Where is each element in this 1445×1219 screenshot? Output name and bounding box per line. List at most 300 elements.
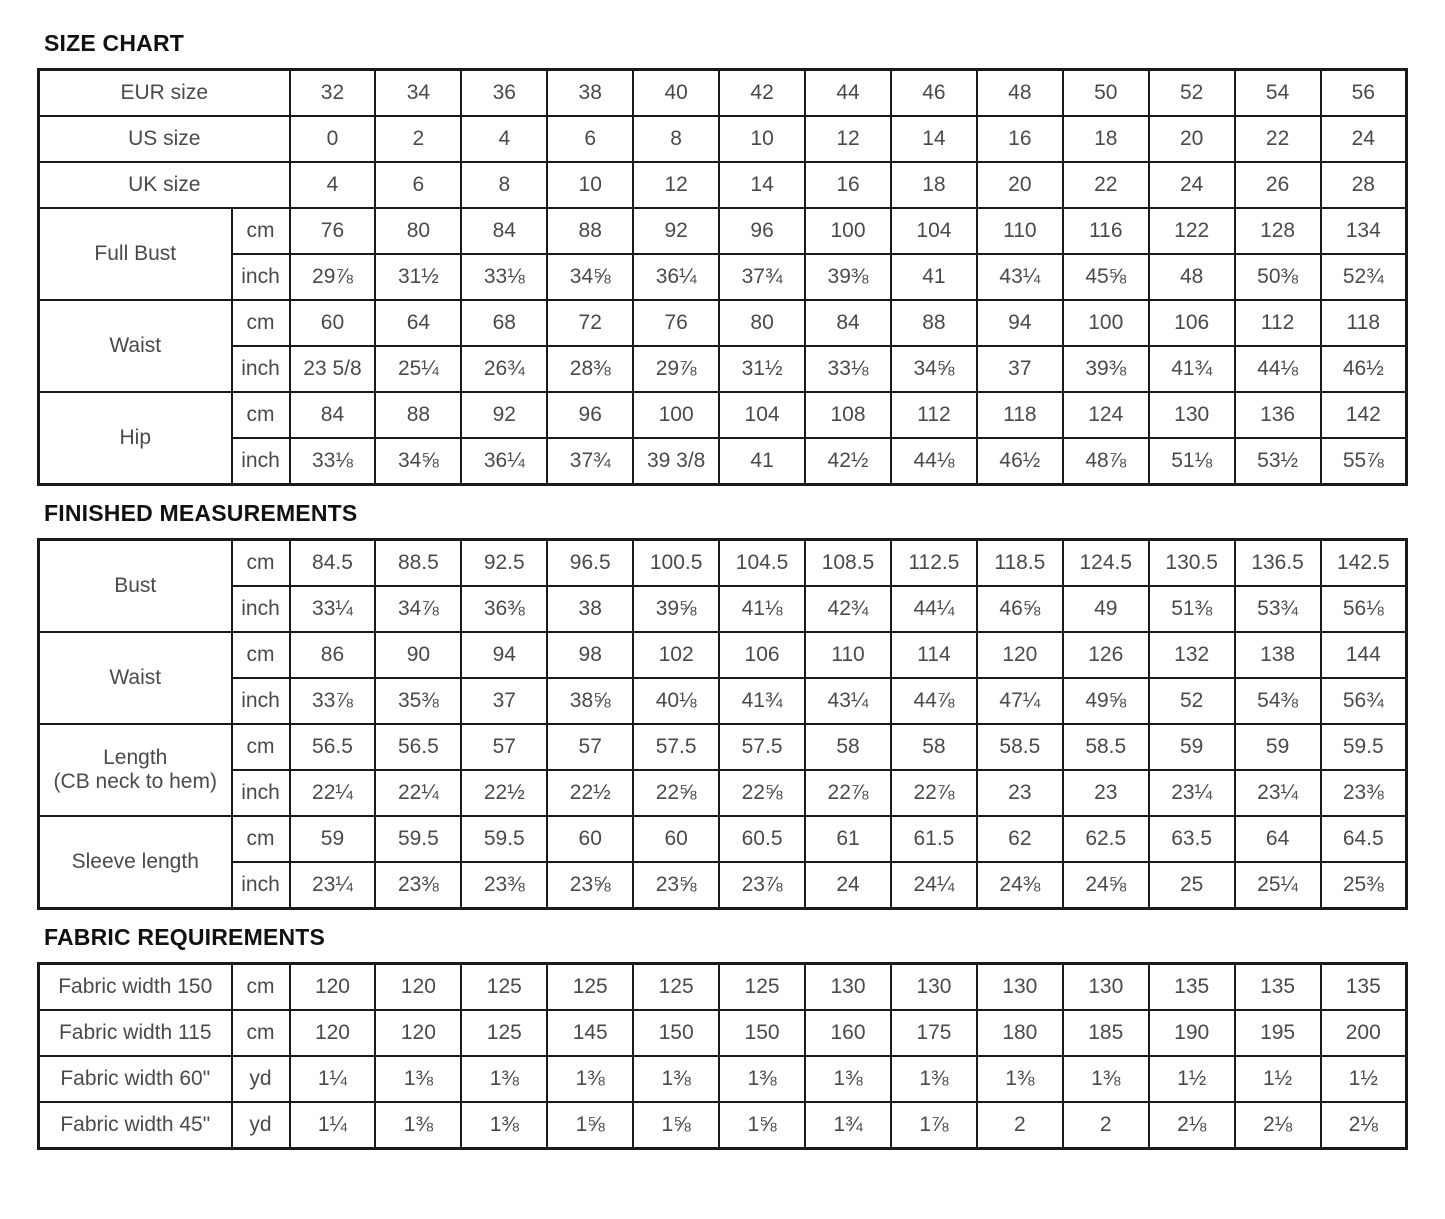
measure-cell: 61 xyxy=(805,816,891,862)
measure-cell: 56.5 xyxy=(375,724,461,770)
measure-cell: 52 xyxy=(1149,678,1235,724)
measure-cell: 44⅞ xyxy=(891,678,977,724)
measure-cell: 88 xyxy=(891,300,977,346)
fabric-row xyxy=(39,1010,1407,1056)
measure-cell: 108.5 xyxy=(805,540,891,587)
size-chart-table xyxy=(37,68,1408,486)
fabric-cell: 1½ xyxy=(1321,1056,1407,1102)
row-label: Fabric width 60" xyxy=(39,1056,232,1102)
measure-cell: 28⅜ xyxy=(547,346,633,392)
fabric-cell: 1⅝ xyxy=(633,1102,719,1149)
measure-cell: 64 xyxy=(375,300,461,346)
fabric-cell: 1¾ xyxy=(805,1102,891,1149)
fabric-cell: 120 xyxy=(290,964,376,1011)
row-label-text: Length xyxy=(103,745,168,769)
finished-measurements-body xyxy=(39,540,1407,909)
fabric-cell: 2 xyxy=(1063,1102,1149,1149)
fabric-cell: 195 xyxy=(1235,1010,1321,1056)
size-cell: 10 xyxy=(719,116,805,162)
measure-cell: 39⅜ xyxy=(1063,346,1149,392)
fabric-cell: 130 xyxy=(977,964,1063,1011)
measure-cell: 56.5 xyxy=(290,724,376,770)
row-label-text: Bust xyxy=(114,573,157,597)
finished-measurements-title: FINISHED MEASUREMENTS xyxy=(44,500,358,526)
measure-cell: 29⅞ xyxy=(633,346,719,392)
fabric-cell: 160 xyxy=(805,1010,891,1056)
size-cell: 6 xyxy=(547,116,633,162)
measure-cell: 110 xyxy=(977,208,1063,254)
measure-cell: 59 xyxy=(1149,724,1235,770)
measure-cell: 44¼ xyxy=(891,586,977,632)
measure-row xyxy=(39,438,1407,485)
size-cell: 16 xyxy=(805,162,891,208)
unit-label: inch xyxy=(232,862,290,909)
fabric-cell: 1¼ xyxy=(290,1056,376,1102)
size-cell: 40 xyxy=(633,70,719,117)
measure-cell: 60 xyxy=(290,300,376,346)
row-label xyxy=(39,816,232,909)
measure-cell: 58 xyxy=(891,724,977,770)
measure-cell: 114 xyxy=(891,632,977,678)
measure-cell: 84 xyxy=(461,208,547,254)
measure-cell: 33⅛ xyxy=(805,346,891,392)
measure-cell: 40⅛ xyxy=(633,678,719,724)
measure-cell: 80 xyxy=(375,208,461,254)
size-row xyxy=(39,162,1407,208)
unit-label: inch xyxy=(232,254,290,300)
measure-row xyxy=(39,346,1407,392)
fabric-row xyxy=(39,1102,1407,1149)
row-label-text: Sleeve length xyxy=(71,849,199,873)
measure-cell: 84.5 xyxy=(290,540,376,587)
measure-cell: 59 xyxy=(290,816,376,862)
measure-cell: 23¼ xyxy=(1235,770,1321,816)
unit-label: cm xyxy=(232,392,290,438)
measure-cell: 92 xyxy=(461,392,547,438)
fabric-cell: 2⅛ xyxy=(1149,1102,1235,1149)
measure-cell: 44⅛ xyxy=(1235,346,1321,392)
fabric-cell: 125 xyxy=(633,964,719,1011)
row-label: Fabric width 45" xyxy=(39,1102,232,1149)
measure-cell: 108 xyxy=(805,392,891,438)
measure-cell: 84 xyxy=(290,392,376,438)
fabric-cell: 145 xyxy=(547,1010,633,1056)
fabric-cell: 135 xyxy=(1149,964,1235,1011)
measure-cell: 24 xyxy=(805,862,891,909)
row-label: US size xyxy=(39,116,290,162)
size-cell: 10 xyxy=(547,162,633,208)
measure-cell: 26¾ xyxy=(461,346,547,392)
size-cell: 6 xyxy=(375,162,461,208)
measure-cell: 22⅞ xyxy=(891,770,977,816)
fabric-cell: 1⅞ xyxy=(891,1102,977,1149)
measure-cell: 37¾ xyxy=(719,254,805,300)
row-label-text: Waist xyxy=(109,665,162,689)
measure-cell: 37 xyxy=(461,678,547,724)
measure-cell: 142.5 xyxy=(1321,540,1407,587)
measure-cell: 33⅛ xyxy=(461,254,547,300)
size-cell: 18 xyxy=(891,162,977,208)
fabric-cell: 1¼ xyxy=(290,1102,376,1149)
size-chart-body xyxy=(39,70,1407,485)
measure-cell: 23⅝ xyxy=(633,862,719,909)
measure-cell: 52¾ xyxy=(1321,254,1407,300)
measure-cell: 58.5 xyxy=(977,724,1063,770)
fabric-cell: 1⅜ xyxy=(375,1102,461,1149)
measure-cell: 34⅝ xyxy=(547,254,633,300)
size-cell: 2 xyxy=(375,116,461,162)
measure-cell: 96 xyxy=(547,392,633,438)
measure-cell: 60.5 xyxy=(719,816,805,862)
measure-cell: 58.5 xyxy=(1063,724,1149,770)
fabric-cell: 125 xyxy=(461,964,547,1011)
size-cell: 20 xyxy=(977,162,1063,208)
fabric-cell: 180 xyxy=(977,1010,1063,1056)
row-label: UK size xyxy=(39,162,290,208)
fabric-cell: 1⅜ xyxy=(977,1056,1063,1102)
measure-cell: 22⅞ xyxy=(805,770,891,816)
measure-cell: 92 xyxy=(633,208,719,254)
measure-cell: 57 xyxy=(461,724,547,770)
unit-label: cm xyxy=(232,208,290,254)
measure-cell: 49 xyxy=(1063,586,1149,632)
measure-cell: 98 xyxy=(547,632,633,678)
fabric-cell: 130 xyxy=(1063,964,1149,1011)
measure-cell: 47¼ xyxy=(977,678,1063,724)
measure-cell: 38⅝ xyxy=(547,678,633,724)
fabric-cell: 2⅛ xyxy=(1321,1102,1407,1149)
measure-cell: 88.5 xyxy=(375,540,461,587)
row-label-subtext: (CB neck to hem) xyxy=(53,770,217,793)
measure-cell: 48⅞ xyxy=(1063,438,1149,485)
measure-cell: 136 xyxy=(1235,392,1321,438)
size-cell: 24 xyxy=(1321,116,1407,162)
fabric-cell: 1⅝ xyxy=(547,1102,633,1149)
row-label: EUR size xyxy=(39,70,290,117)
measure-cell: 34⅝ xyxy=(375,438,461,485)
measure-cell: 51⅜ xyxy=(1149,586,1235,632)
measure-cell: 34⅞ xyxy=(375,586,461,632)
measure-cell: 57 xyxy=(547,724,633,770)
measure-cell: 132 xyxy=(1149,632,1235,678)
measure-cell: 57.5 xyxy=(719,724,805,770)
measure-cell: 42¾ xyxy=(805,586,891,632)
measure-cell: 23⅜ xyxy=(461,862,547,909)
fabric-cell: 1½ xyxy=(1149,1056,1235,1102)
measure-cell: 41 xyxy=(719,438,805,485)
row-label: Fabric width 150 xyxy=(39,964,232,1011)
size-cell: 28 xyxy=(1321,162,1407,208)
measure-cell: 118.5 xyxy=(977,540,1063,587)
measure-cell: 76 xyxy=(290,208,376,254)
measure-cell: 55⅞ xyxy=(1321,438,1407,485)
measure-cell: 92.5 xyxy=(461,540,547,587)
size-cell: 54 xyxy=(1235,70,1321,117)
fabric-cell: 120 xyxy=(375,1010,461,1056)
measure-cell: 59.5 xyxy=(461,816,547,862)
measure-cell: 118 xyxy=(1321,300,1407,346)
size-cell: 48 xyxy=(977,70,1063,117)
measure-cell: 23 xyxy=(977,770,1063,816)
measure-cell: 24¼ xyxy=(891,862,977,909)
measure-cell: 50⅜ xyxy=(1235,254,1321,300)
measure-cell: 102 xyxy=(633,632,719,678)
size-cell: 34 xyxy=(375,70,461,117)
measure-cell: 57.5 xyxy=(633,724,719,770)
measure-cell: 25⅜ xyxy=(1321,862,1407,909)
fabric-cell: 125 xyxy=(461,1010,547,1056)
measure-cell: 120 xyxy=(977,632,1063,678)
measure-cell: 41 xyxy=(891,254,977,300)
measure-cell: 128 xyxy=(1235,208,1321,254)
measure-cell: 62.5 xyxy=(1063,816,1149,862)
fabric-cell: 1⅜ xyxy=(891,1056,977,1102)
measure-row xyxy=(39,392,1407,438)
measure-cell: 68 xyxy=(461,300,547,346)
row-label xyxy=(39,540,232,633)
unit-label: inch xyxy=(232,678,290,724)
size-cell: 44 xyxy=(805,70,891,117)
measure-cell: 59.5 xyxy=(375,816,461,862)
measure-cell: 112 xyxy=(891,392,977,438)
fabric-cell: 150 xyxy=(633,1010,719,1056)
measure-cell: 53¾ xyxy=(1235,586,1321,632)
size-cell: 50 xyxy=(1063,70,1149,117)
unit-label: inch xyxy=(232,586,290,632)
measure-cell: 90 xyxy=(375,632,461,678)
size-cell: 38 xyxy=(547,70,633,117)
measure-cell: 94 xyxy=(977,300,1063,346)
fabric-cell: 175 xyxy=(891,1010,977,1056)
fabric-cell: 200 xyxy=(1321,1010,1407,1056)
fabric-cell: 130 xyxy=(891,964,977,1011)
fabric-cell: 135 xyxy=(1235,964,1321,1011)
measure-cell: 63.5 xyxy=(1149,816,1235,862)
measure-cell: 124 xyxy=(1063,392,1149,438)
measure-cell: 116 xyxy=(1063,208,1149,254)
measure-cell: 58 xyxy=(805,724,891,770)
size-chart-title: SIZE CHART xyxy=(44,30,184,56)
measure-cell: 104 xyxy=(891,208,977,254)
measure-cell: 60 xyxy=(633,816,719,862)
measure-row xyxy=(39,862,1407,909)
size-cell: 22 xyxy=(1063,162,1149,208)
size-cell: 8 xyxy=(461,162,547,208)
size-cell: 16 xyxy=(977,116,1063,162)
measure-cell: 22⅝ xyxy=(633,770,719,816)
row-label xyxy=(39,632,232,724)
measure-cell: 76 xyxy=(633,300,719,346)
measure-cell: 44⅛ xyxy=(891,438,977,485)
fabric-cell: 1⅜ xyxy=(461,1056,547,1102)
measure-cell: 35⅜ xyxy=(375,678,461,724)
measure-cell: 24⅜ xyxy=(977,862,1063,909)
measure-cell: 144 xyxy=(1321,632,1407,678)
fabric-requirements-title: FABRIC REQUIREMENTS xyxy=(44,924,326,950)
measure-cell: 41¾ xyxy=(1149,346,1235,392)
fabric-cell: 190 xyxy=(1149,1010,1235,1056)
measure-cell: 23¼ xyxy=(1149,770,1235,816)
size-cell: 18 xyxy=(1063,116,1149,162)
measure-cell: 61.5 xyxy=(891,816,977,862)
measure-cell: 53½ xyxy=(1235,438,1321,485)
measure-row xyxy=(39,254,1407,300)
fabric-cell: 120 xyxy=(290,1010,376,1056)
measure-cell: 36⅜ xyxy=(461,586,547,632)
size-cell: 36 xyxy=(461,70,547,117)
row-label-text: Waist xyxy=(109,333,162,357)
size-cell: 4 xyxy=(290,162,376,208)
measure-cell: 22¼ xyxy=(375,770,461,816)
measure-cell: 54⅜ xyxy=(1235,678,1321,724)
measure-cell: 36¼ xyxy=(633,254,719,300)
measure-cell: 33¼ xyxy=(290,586,376,632)
unit-label: cm xyxy=(232,300,290,346)
measure-cell: 22⅝ xyxy=(719,770,805,816)
measure-cell: 130 xyxy=(1149,392,1235,438)
fabric-cell: 125 xyxy=(719,964,805,1011)
row-label xyxy=(39,724,232,816)
unit-label: cm xyxy=(232,816,290,862)
measure-cell: 31½ xyxy=(719,346,805,392)
measure-cell: 37 xyxy=(977,346,1063,392)
measure-cell: 22¼ xyxy=(290,770,376,816)
unit-label: inch xyxy=(232,438,290,485)
fabric-cell: 2 xyxy=(977,1102,1063,1149)
measure-cell: 43¼ xyxy=(977,254,1063,300)
measure-cell: 25¼ xyxy=(375,346,461,392)
size-cell: 26 xyxy=(1235,162,1321,208)
row-label: Fabric width 115 xyxy=(39,1010,232,1056)
measure-cell: 59 xyxy=(1235,724,1321,770)
measure-cell: 96.5 xyxy=(547,540,633,587)
size-cell: 24 xyxy=(1149,162,1235,208)
fabric-cell: 2⅛ xyxy=(1235,1102,1321,1149)
measure-cell: 88 xyxy=(547,208,633,254)
measure-cell: 112 xyxy=(1235,300,1321,346)
measure-row xyxy=(39,300,1407,346)
fabric-cell: 185 xyxy=(1063,1010,1149,1056)
fabric-cell: 150 xyxy=(719,1010,805,1056)
measure-cell: 72 xyxy=(547,300,633,346)
measure-cell: 31½ xyxy=(375,254,461,300)
measure-cell: 56⅛ xyxy=(1321,586,1407,632)
measure-cell: 130.5 xyxy=(1149,540,1235,587)
size-cell: 20 xyxy=(1149,116,1235,162)
measure-cell: 94 xyxy=(461,632,547,678)
measure-cell: 112.5 xyxy=(891,540,977,587)
size-cell: 22 xyxy=(1235,116,1321,162)
row-label xyxy=(39,392,232,485)
measure-cell: 88 xyxy=(375,392,461,438)
measure-cell: 48 xyxy=(1149,254,1235,300)
measure-cell: 51⅛ xyxy=(1149,438,1235,485)
measure-cell: 23¼ xyxy=(290,862,376,909)
size-cell: 32 xyxy=(290,70,376,117)
size-cell: 4 xyxy=(461,116,547,162)
measure-row xyxy=(39,724,1407,770)
size-cell: 8 xyxy=(633,116,719,162)
measure-row xyxy=(39,770,1407,816)
measure-cell: 142 xyxy=(1321,392,1407,438)
size-cell: 0 xyxy=(290,116,376,162)
measure-cell: 56¾ xyxy=(1321,678,1407,724)
measure-cell: 43¼ xyxy=(805,678,891,724)
measure-cell: 124.5 xyxy=(1063,540,1149,587)
measure-cell: 38 xyxy=(547,586,633,632)
size-cell: 12 xyxy=(633,162,719,208)
measure-cell: 23⅜ xyxy=(1321,770,1407,816)
fabric-row xyxy=(39,1056,1407,1102)
measure-cell: 134 xyxy=(1321,208,1407,254)
size-cell: 12 xyxy=(805,116,891,162)
fabric-cell: 125 xyxy=(547,964,633,1011)
measure-cell: 33⅛ xyxy=(290,438,376,485)
measure-cell: 25¼ xyxy=(1235,862,1321,909)
measure-cell: 80 xyxy=(719,300,805,346)
finished-measurements-table xyxy=(37,538,1408,910)
fabric-cell: 1½ xyxy=(1235,1056,1321,1102)
measure-row xyxy=(39,678,1407,724)
row-label-text: Hip xyxy=(119,425,151,449)
fabric-cell: 1⅜ xyxy=(719,1056,805,1102)
measure-cell: 24⅝ xyxy=(1063,862,1149,909)
measure-cell: 34⅝ xyxy=(891,346,977,392)
unit-label: cm xyxy=(232,964,290,1011)
measure-cell: 96 xyxy=(719,208,805,254)
fabric-cell: 1⅜ xyxy=(375,1056,461,1102)
unit-label: yd xyxy=(232,1056,290,1102)
measure-cell: 126 xyxy=(1063,632,1149,678)
fabric-cell: 1⅜ xyxy=(547,1056,633,1102)
measure-cell: 138 xyxy=(1235,632,1321,678)
measure-cell: 86 xyxy=(290,632,376,678)
measure-cell: 23 xyxy=(1063,770,1149,816)
size-cell: 42 xyxy=(719,70,805,117)
measure-cell: 64.5 xyxy=(1321,816,1407,862)
measure-cell: 41⅛ xyxy=(719,586,805,632)
fabric-requirements-body xyxy=(39,964,1407,1149)
fabric-cell: 1⅝ xyxy=(719,1102,805,1149)
measure-cell: 37¾ xyxy=(547,438,633,485)
measure-cell: 100 xyxy=(633,392,719,438)
measure-cell: 118 xyxy=(977,392,1063,438)
unit-label: yd xyxy=(232,1102,290,1149)
measure-cell: 45⅝ xyxy=(1063,254,1149,300)
measure-cell: 84 xyxy=(805,300,891,346)
fabric-cell: 1⅜ xyxy=(633,1056,719,1102)
fabric-cell: 1⅜ xyxy=(1063,1056,1149,1102)
size-row xyxy=(39,116,1407,162)
measure-cell: 23⅞ xyxy=(719,862,805,909)
fabric-cell: 1⅜ xyxy=(461,1102,547,1149)
measure-cell: 136.5 xyxy=(1235,540,1321,587)
measure-cell: 106 xyxy=(1149,300,1235,346)
measure-cell: 23⅜ xyxy=(375,862,461,909)
measure-cell: 29⅞ xyxy=(290,254,376,300)
measure-cell: 106 xyxy=(719,632,805,678)
row-label xyxy=(39,208,232,300)
fabric-cell: 1⅜ xyxy=(805,1056,891,1102)
measure-cell: 62 xyxy=(977,816,1063,862)
size-row xyxy=(39,70,1407,117)
measure-cell: 122 xyxy=(1149,208,1235,254)
measure-cell: 39⅜ xyxy=(805,254,891,300)
measure-row xyxy=(39,816,1407,862)
measure-cell: 64 xyxy=(1235,816,1321,862)
measure-cell: 41¾ xyxy=(719,678,805,724)
measure-cell: 100.5 xyxy=(633,540,719,587)
